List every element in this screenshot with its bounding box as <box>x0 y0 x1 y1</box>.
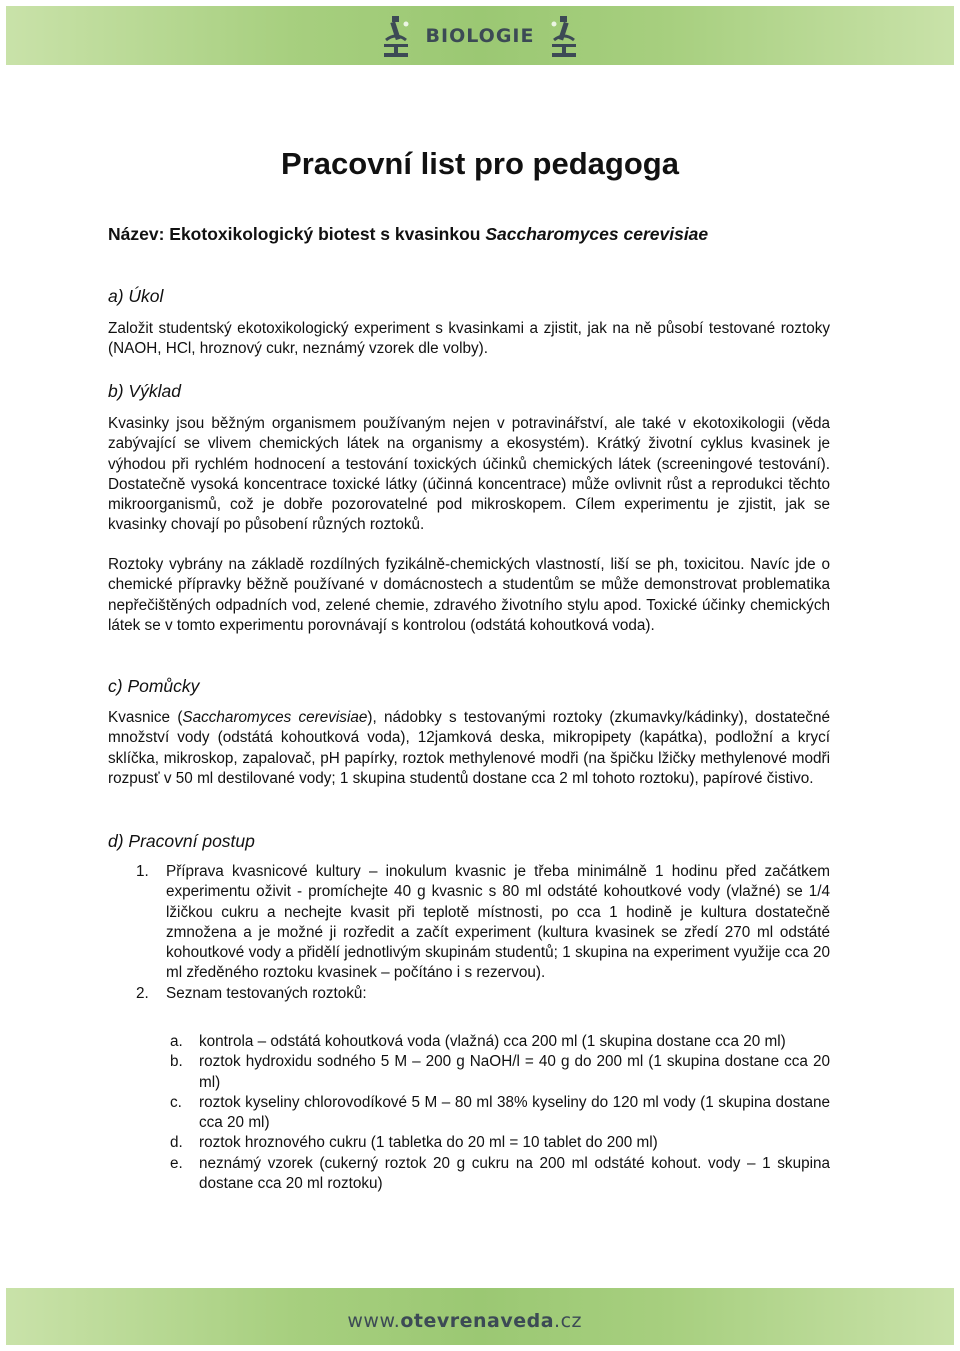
solution-item <box>166 1133 830 1153</box>
solution-item <box>166 1032 830 1052</box>
solution-letter: a. <box>170 1033 183 1050</box>
header-banner <box>6 6 954 65</box>
procedure-step <box>108 862 830 984</box>
explanation-text-2: Roztoky vybrány na základě rozdílných fyzikálně-chemických vlastností, liší se ph, toxicitou. Navíc jde o chemické přípravky běžně používané v domácnostech a studentům se může demonstrovat problematika nepřečištěných odpadních vod, zelené chemie, zdravého životního stylu apod. Toxické účinky chemických látek se v tomto experimentu porovnávají s kontrolou (odstátá kohoutková voda). <box>108 556 830 634</box>
solution-letter: d. <box>170 1134 183 1152</box>
tools-species: Saccharomyces cerevisiae <box>182 709 368 726</box>
name-label: Název: Ekotoxikologický biotest s kvasinkou <box>108 224 486 244</box>
worksheet-name <box>108 224 708 245</box>
explanation-text: Kvasinky jsou běžným organismem používaným nejen v potravinářství, ale také v ekotoxikologii (věda zabývající se vlivem chemických látek na organismy a ekosystém). Krátký životní cyklus kvasinek je výhodou při rychlém hodnocení a testování toxických účinků chemických látek (screeningové testování). Dostatečně vysoká koncentrace toxické látky (účinná koncentrace) může ovlivnit růst a reprodukci těchto mikroorganismů, což je dobře pozorovatelné pod mikroskopem. Cílem experimentu je zjistit, jak se kvasinky chovají po působení různých roztoků. <box>108 415 830 534</box>
procedure-steps <box>108 862 830 1004</box>
solutions-list <box>166 1032 830 1194</box>
footer-url-pre: www. <box>347 1310 401 1332</box>
microscope-icon <box>546 14 582 58</box>
solution-text: kontrola – odstátá kohoutková voda (vlažná) cca 200 ml (1 skupina dostane cca 20 ml) <box>199 1033 786 1050</box>
solution-letter: c. <box>170 1093 182 1111</box>
step-text: Příprava kvasnicové kultury – inokulum kvasnic je třeba minimálně 1 hodinu před začátkem experimentu oživit - promíchejte 40 g kvasnic s 80 ml odstáté kohoutkové vody (vlažné) se 1/4 lžičkou cukru a nechejte kvasit při teplotě místnosti, po cca 1 hodině je kultura dostatečně zmnožena a je možné ji rozředit a začít experiment (kultura kvasinek se zředí 270 ml odstáté kohoutkové vody a přidělí jednotlivým skupinám studentů; 1 skupina na experiment využije cca 20 ml zředěného roztoku kvasinek – počítáno i s rezervou). <box>166 863 830 982</box>
solution-item <box>166 1052 830 1093</box>
solution-letter: e. <box>170 1154 183 1172</box>
footer-banner <box>6 1288 954 1345</box>
step-number: 2. <box>136 984 149 1002</box>
solution-item <box>166 1093 830 1134</box>
section-heading-procedure: d) Pracovní postup <box>108 831 255 851</box>
brand-title: BIOLOGIE <box>425 24 535 47</box>
tools-text <box>108 708 830 789</box>
solution-text: roztok kyseliny chlorovodíkové 5 M – 80 ml 38% kyseliny do 120 ml vody (1 skupina dostane cca 20 ml) <box>199 1093 830 1132</box>
tools-text-pre: Kvasnice ( <box>108 709 183 726</box>
step-number: 1. <box>136 863 149 880</box>
section-heading-tools: c) Pomůcky <box>108 676 200 696</box>
solution-item <box>166 1154 830 1195</box>
footer-url-tld: .cz <box>554 1310 582 1332</box>
footer-url-domain: otevrenaveda <box>400 1310 555 1332</box>
tools-text-post: ), nádobky s testovanými roztoky (zkumavky/kádinky), dostatečné množství vody (odstátá kohoutková voda), 12jamková deska, mikropipety (kapátka), podložní a krycí sklíčka, mikroskop, zapalovač, pH papírky, roztok methylenové modři (na špičku lžičky methylenové modři rozpusť v 50 ml destilované vody; 1 skupina studentů dostane cca 2 ml tohoto roztoku), papírové čistivo. <box>108 709 830 787</box>
solution-text: neznámý vzorek (cukerný roztok 20 g cukru na 200 ml odstáté kohout. vody – 1 skupina dostane cca 20 ml roztoku) <box>199 1154 830 1193</box>
microscope-icon <box>378 14 414 58</box>
solution-text: roztok hroznového cukru (1 tabletka do 20 ml = 10 tablet do 200 ml) <box>199 1134 658 1152</box>
section-heading-explanation: b) Výklad <box>108 381 181 401</box>
page-title: Pracovní list pro pedagoga <box>281 146 679 181</box>
task-text: Založit studentský ekotoxikologický experiment s kvasinkami a zjistit, jak na ně působí testované roztoky (NAOH, HCl, hroznový cukr, neznámý vzorek dle volby). <box>108 320 830 358</box>
species-name: Saccharomyces cerevisiae <box>485 224 709 244</box>
solution-letter: b. <box>170 1053 183 1071</box>
procedure-step <box>108 984 830 1004</box>
solution-text: roztok hydroxidu sodného 5 M – 200 g NaOH/l = 40 g do 200 ml (1 skupina dostane cca 20 ml) <box>199 1053 830 1091</box>
footer-url[interactable] <box>347 1310 582 1332</box>
section-heading-task: a) Úkol <box>108 286 164 306</box>
step-text: Seznam testovaných roztoků: <box>166 984 367 1002</box>
